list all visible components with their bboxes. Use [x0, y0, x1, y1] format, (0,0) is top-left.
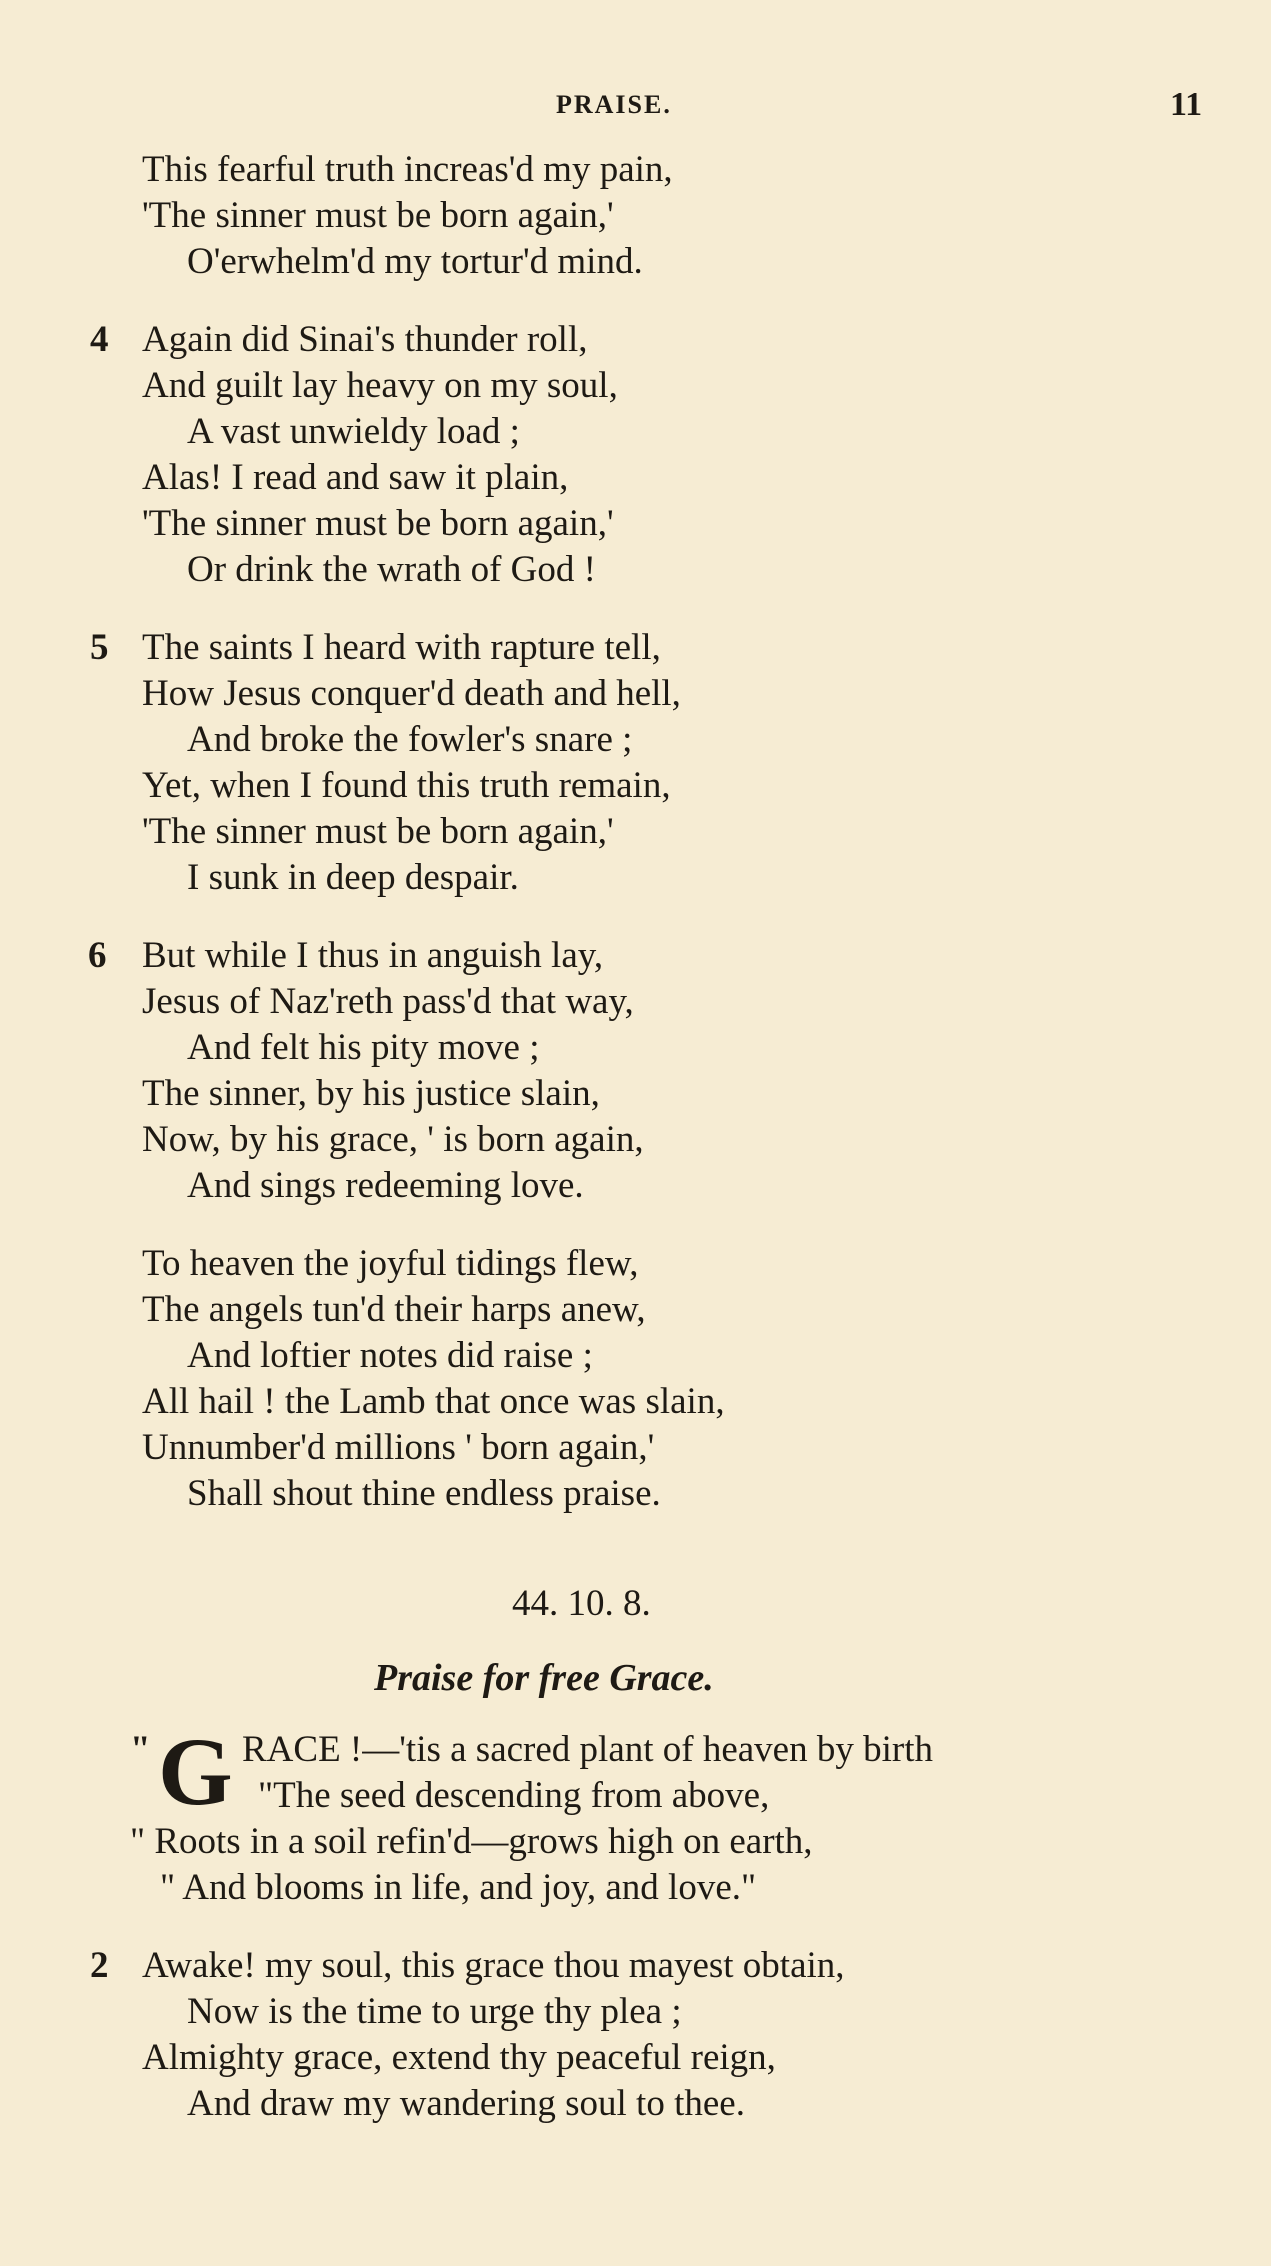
verse-line: The sinner, by his justice slain,	[142, 1073, 600, 1114]
verse-line: Awake! my soul, this grace thou mayest obtain,	[142, 1945, 845, 1986]
verse-line: And sings redeeming love.	[187, 1165, 584, 1206]
verse-line: All hail ! the Lamb that once was slain,	[142, 1381, 725, 1422]
drop-cap: G	[158, 1718, 233, 1825]
verse-line: Now, by his grace, ' is born again,	[142, 1119, 644, 1160]
verse-line: And draw my wandering soul to thee.	[187, 2083, 745, 2124]
verse-line: And felt his pity move ;	[187, 1027, 540, 1068]
verse-line: Now is the time to urge thy plea ;	[187, 1991, 682, 2032]
verse-line: A vast unwieldy load ;	[187, 411, 520, 452]
verse-line: This fearful truth increas'd my pain,	[142, 149, 673, 190]
verse-line: To heaven the joyful tidings flew,	[142, 1243, 639, 1284]
stanza-number: 4	[90, 319, 109, 360]
verse-line: 'The sinner must be born again,'	[142, 195, 614, 236]
stanza-number: 5	[90, 627, 109, 668]
verse-line: "The seed descending from above,	[258, 1775, 770, 1816]
verse-line: The angels tun'd their harps anew,	[142, 1289, 646, 1330]
verse-line: The saints I heard with rapture tell,	[142, 627, 661, 668]
stanza-number: 2	[90, 1945, 109, 1986]
verse-line: " Roots in a soil refin'd—grows high on earth,	[130, 1821, 813, 1862]
verse-line: And guilt lay heavy on my soul,	[142, 365, 618, 406]
opening-quote: "	[130, 1729, 151, 1770]
page-number: 11	[1170, 86, 1203, 123]
hymn-number-meter: 44. 10. 8.	[512, 1583, 651, 1624]
stanza-number: 6	[88, 935, 107, 976]
verse-line: I sunk in deep despair.	[187, 857, 519, 898]
verse-line: But while I thus in anguish lay,	[142, 935, 604, 976]
verse-line: Unnumber'd millions ' born again,'	[142, 1427, 655, 1468]
hymn-title: Praise for free Grace.	[374, 1657, 714, 1699]
verse-line: Yet, when I found this truth remain,	[142, 765, 671, 806]
running-head: PRAISE.	[556, 90, 672, 119]
verse-line: 'The sinner must be born again,'	[142, 811, 614, 852]
verse-line: How Jesus conquer'd death and hell,	[142, 673, 681, 714]
verse-line: Or drink the wrath of God !	[187, 549, 596, 590]
verse-line: O'erwhelm'd my tortur'd mind.	[187, 241, 643, 282]
verse-line: RACE !—'tis a sacred plant of heaven by birth	[242, 1729, 933, 1770]
verse-line: And loftier notes did raise ;	[187, 1335, 593, 1376]
verse-line: Again did Sinai's thunder roll,	[142, 319, 588, 360]
verse-line: " And blooms in life, and joy, and love."	[160, 1867, 757, 1908]
verse-line: Almighty grace, extend thy peaceful reign,	[142, 2037, 776, 2078]
verse-line: And broke the fowler's snare ;	[187, 719, 633, 760]
verse-line: Alas! I read and saw it plain,	[142, 457, 569, 498]
verse-line: Shall shout thine endless praise.	[187, 1473, 661, 1514]
page-header	[0, 86, 1271, 126]
verse-line: Jesus of Naz'reth pass'd that way,	[142, 981, 634, 1022]
verse-line: 'The sinner must be born again,'	[142, 503, 614, 544]
